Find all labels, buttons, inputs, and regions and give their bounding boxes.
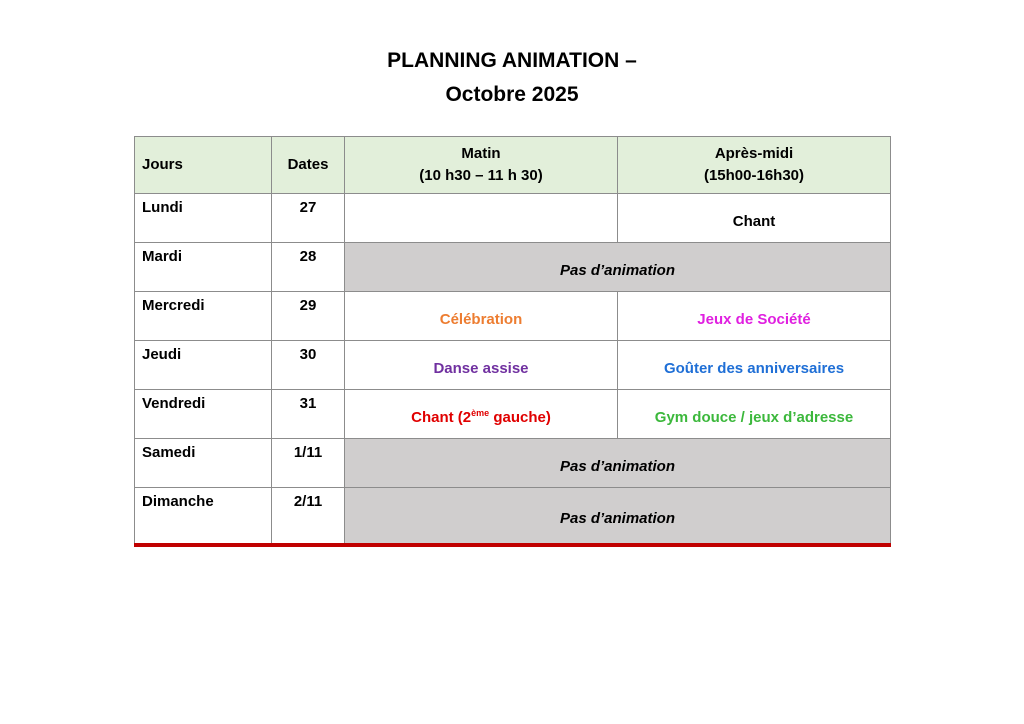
header-apres-midi-label: Après-midi <box>714 145 794 162</box>
header-apres-midi <box>618 137 891 194</box>
matin-cell <box>345 390 618 439</box>
header-row <box>135 137 891 194</box>
document-title-line1: PLANNING ANIMATION – <box>387 49 637 72</box>
table-row-lundi <box>135 194 891 243</box>
day-cell: Dimanche <box>135 488 272 545</box>
no-activity-cell: Pas d’animation <box>345 488 891 545</box>
document-title-line2: Octobre 2025 <box>445 83 579 106</box>
no-activity-cell: Pas d’animation <box>345 243 891 292</box>
date-cell: 27 <box>272 194 345 243</box>
header-matin-hours: (10 h30 – 11 h 30) <box>419 167 543 184</box>
header-dates: Dates <box>272 137 345 194</box>
day-cell: Samedi <box>135 439 272 488</box>
matin-text-superscript: ème <box>471 407 490 418</box>
table-row-jeudi <box>135 341 891 390</box>
date-cell: 28 <box>272 243 345 292</box>
header-jours: Jours <box>135 137 272 194</box>
day-cell: Mercredi <box>135 292 272 341</box>
table-row-mardi <box>135 243 891 292</box>
apres-midi-cell: Gym douce / jeux d’adresse <box>618 390 891 439</box>
matin-text-pre: Chant (2 <box>411 408 472 426</box>
no-activity-cell: Pas d’animation <box>345 439 891 488</box>
date-cell: 29 <box>272 292 345 341</box>
day-cell: Vendredi <box>135 390 272 439</box>
day-cell: Mardi <box>135 243 272 292</box>
table-row-dimanche <box>135 488 891 545</box>
table-row-mercredi <box>135 292 891 341</box>
apres-midi-cell: Goûter des anniversaires <box>618 341 891 390</box>
header-matin <box>345 137 618 194</box>
matin-cell <box>345 194 618 243</box>
day-cell: Lundi <box>135 194 272 243</box>
date-cell: 31 <box>272 390 345 439</box>
table-row-samedi <box>135 439 891 488</box>
matin-text-post: gauche) <box>489 408 551 426</box>
header-apres-midi-hours: (15h00-16h30) <box>703 167 805 184</box>
apres-midi-cell: Chant <box>618 194 891 243</box>
date-cell: 1/11 <box>272 439 345 488</box>
date-cell: 2/11 <box>272 488 345 545</box>
apres-midi-cell: Jeux de Société <box>618 292 891 341</box>
day-cell: Jeudi <box>135 341 272 390</box>
header-matin-label: Matin <box>461 145 501 162</box>
matin-cell: Célébration <box>345 292 618 341</box>
table-row-vendredi <box>135 390 891 439</box>
matin-cell: Danse assise <box>345 341 618 390</box>
date-cell: 30 <box>272 341 345 390</box>
planning-table <box>134 136 891 547</box>
